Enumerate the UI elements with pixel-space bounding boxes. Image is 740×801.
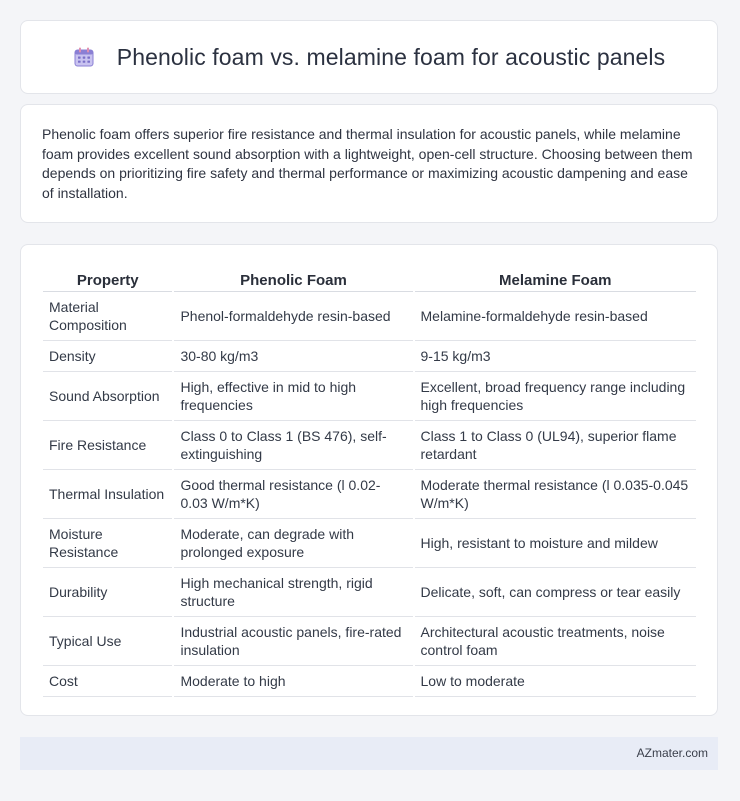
melamine-cell: Low to moderate (415, 666, 696, 697)
header-melamine: Melamine Foam (415, 263, 696, 292)
property-cell: Density (43, 341, 172, 372)
phenolic-cell: Phenol-formaldehyde resin-based (174, 292, 412, 341)
phenolic-cell: Moderate, can degrade with prolonged exposure (174, 519, 412, 568)
phenolic-cell: Good thermal resistance (l 0.02-0.03 W/m*K) (174, 470, 412, 519)
intro-text: Phenolic foam offers superior fire resistance and thermal insulation for acoustic panels, while melamine foam provides excellent sound absorption with a lightweight, open-cell structure. Choosing between them depends on prioritizing fire safety and thermal performance or maximizing acoustic dampening and ease of installation. (42, 126, 693, 201)
property-cell: Material Composition (43, 292, 172, 341)
table-row (43, 617, 696, 666)
melamine-cell: Melamine-formaldehyde resin-based (415, 292, 696, 341)
phenolic-cell: High mechanical strength, rigid structure (174, 568, 412, 617)
table-row (43, 372, 696, 421)
property-cell: Sound Absorption (43, 372, 172, 421)
table-row (43, 568, 696, 617)
melamine-cell: 9-15 kg/m3 (415, 341, 696, 372)
property-cell: Thermal Insulation (43, 470, 172, 519)
phenolic-cell: Industrial acoustic panels, fire-rated insulation (174, 617, 412, 666)
phenolic-cell: 30-80 kg/m3 (174, 341, 412, 372)
property-cell: Fire Resistance (43, 421, 172, 470)
table-row (43, 666, 696, 697)
table-row (43, 470, 696, 519)
table-row (43, 341, 696, 372)
header-phenolic: Phenolic Foam (174, 263, 412, 292)
melamine-cell: Delicate, soft, can compress or tear easily (415, 568, 696, 617)
calendar-icon (73, 46, 95, 68)
property-cell: Typical Use (43, 617, 172, 666)
header-property: Property (43, 263, 172, 292)
melamine-cell: Architectural acoustic treatments, noise control foam (415, 617, 696, 666)
property-cell: Moisture Resistance (43, 519, 172, 568)
property-cell: Cost (43, 666, 172, 697)
phenolic-cell: High, effective in mid to high frequencies (174, 372, 412, 421)
melamine-cell: Moderate thermal resistance (l 0.035-0.045 W/m*K) (415, 470, 696, 519)
comparison-table-card (20, 244, 718, 716)
table-row (43, 292, 696, 341)
melamine-cell: Excellent, broad frequency range including high frequencies (415, 372, 696, 421)
footer-brand: AZmater.com (636, 746, 708, 760)
table-row (43, 519, 696, 568)
footer-bar (20, 737, 718, 770)
phenolic-cell: Moderate to high (174, 666, 412, 697)
page-title: Phenolic foam vs. melamine foam for acoustic panels (116, 43, 666, 70)
intro-card (20, 104, 718, 223)
phenolic-cell: Class 0 to Class 1 (BS 476), self-extinguishing (174, 421, 412, 470)
property-cell: Durability (43, 568, 172, 617)
table-header-row (43, 263, 696, 292)
melamine-cell: Class 1 to Class 0 (UL94), superior flame retardant (415, 421, 696, 470)
table-row (43, 421, 696, 470)
title-card (20, 20, 718, 94)
melamine-cell: High, resistant to moisture and mildew (415, 519, 696, 568)
comparison-table (41, 263, 698, 697)
